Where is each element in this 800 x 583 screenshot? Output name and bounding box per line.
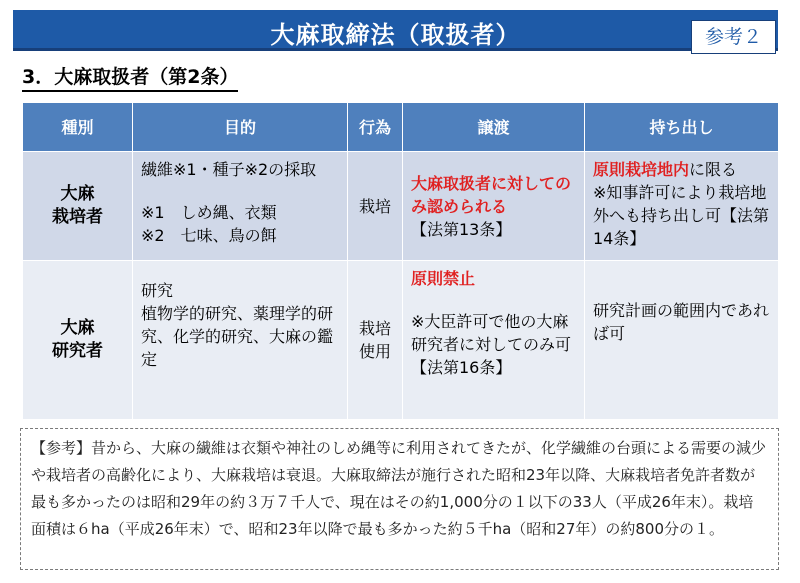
purpose-main: 研究 bbox=[141, 281, 174, 300]
purpose-note: ※1 しめ縄、衣類 bbox=[141, 203, 277, 222]
carry-rule-suffix: に限る bbox=[689, 160, 738, 179]
table-row-cultivator bbox=[23, 152, 779, 261]
purpose-detail: 植物学的研究、薬理学的研究、化学的研究、大麻の鑑定 bbox=[141, 304, 334, 369]
reference-label: 参考２ bbox=[691, 20, 776, 54]
transfer-rule: 大麻取扱者に対してのみ認められる bbox=[411, 173, 572, 216]
type-line: 大麻 bbox=[60, 318, 95, 338]
cell-action bbox=[348, 261, 403, 420]
table-row-researcher bbox=[23, 261, 779, 420]
carry-note: ※知事許可により栽培地外へも持ち出し可【法第14条】 bbox=[593, 183, 770, 248]
carry-rule: 原則栽培地内 bbox=[593, 160, 690, 179]
cell-transfer bbox=[403, 152, 585, 261]
cell-purpose bbox=[133, 152, 348, 261]
type-line: 大麻 bbox=[60, 184, 95, 204]
page-title: 大麻取締法（取扱者） bbox=[270, 21, 521, 49]
action-text: 使用 bbox=[358, 342, 391, 361]
transfer-note: ※大臣許可で他の大麻研究者に対してのみ可【法第16条】 bbox=[411, 312, 572, 377]
cell-carry-out bbox=[585, 261, 779, 420]
header-purpose: 目的 bbox=[133, 103, 348, 152]
header-action: 行為 bbox=[348, 103, 403, 152]
type-line: 研究者 bbox=[52, 341, 103, 361]
cell-type bbox=[23, 152, 133, 261]
handlers-table bbox=[22, 102, 779, 420]
table-header-row bbox=[23, 103, 779, 152]
action-text: 栽培 bbox=[358, 196, 391, 216]
section-heading: 3．大麻取扱者（第2条） bbox=[22, 62, 238, 92]
purpose-note: ※2 七味、鳥の餌 bbox=[141, 226, 277, 245]
cell-transfer bbox=[403, 261, 585, 420]
purpose-main: 繊維※1・種子※2の採取 bbox=[141, 160, 317, 179]
header-carry-out: 持ち出し bbox=[585, 103, 779, 152]
transfer-law: 【法第13条】 bbox=[411, 219, 512, 239]
carry-text: 研究計画の範囲内であれば可 bbox=[593, 301, 770, 343]
title-bar bbox=[13, 10, 778, 51]
action-text: 栽培 bbox=[358, 319, 391, 338]
cell-carry-out bbox=[585, 152, 779, 261]
cell-purpose bbox=[133, 261, 348, 420]
reference-note: 【参考】昔から、大麻の繊維は衣類や神社のしめ縄等に利用されてきたが、化学繊維の台頭による需要の減少や栽培者の高齢化により、大麻栽培は衰退。大麻取締法が施行された昭和23年以降、大麻栽培者免許者数が最も多かったのは昭和29年の約３万７千人で、現在はその約1,000分の１以下の33人（平成26年末）。栽培面積は６ha（平成26年末）で、昭和23年以降で最も多かった約５千ha（昭和27年）の約800分の１。 bbox=[20, 428, 779, 570]
header-transfer: 譲渡 bbox=[403, 103, 585, 152]
transfer-rule: 原則禁止 bbox=[411, 269, 476, 288]
cell-action bbox=[348, 152, 403, 261]
cell-type bbox=[23, 261, 133, 420]
header-type: 種別 bbox=[23, 103, 133, 152]
type-line: 栽培者 bbox=[52, 207, 103, 227]
